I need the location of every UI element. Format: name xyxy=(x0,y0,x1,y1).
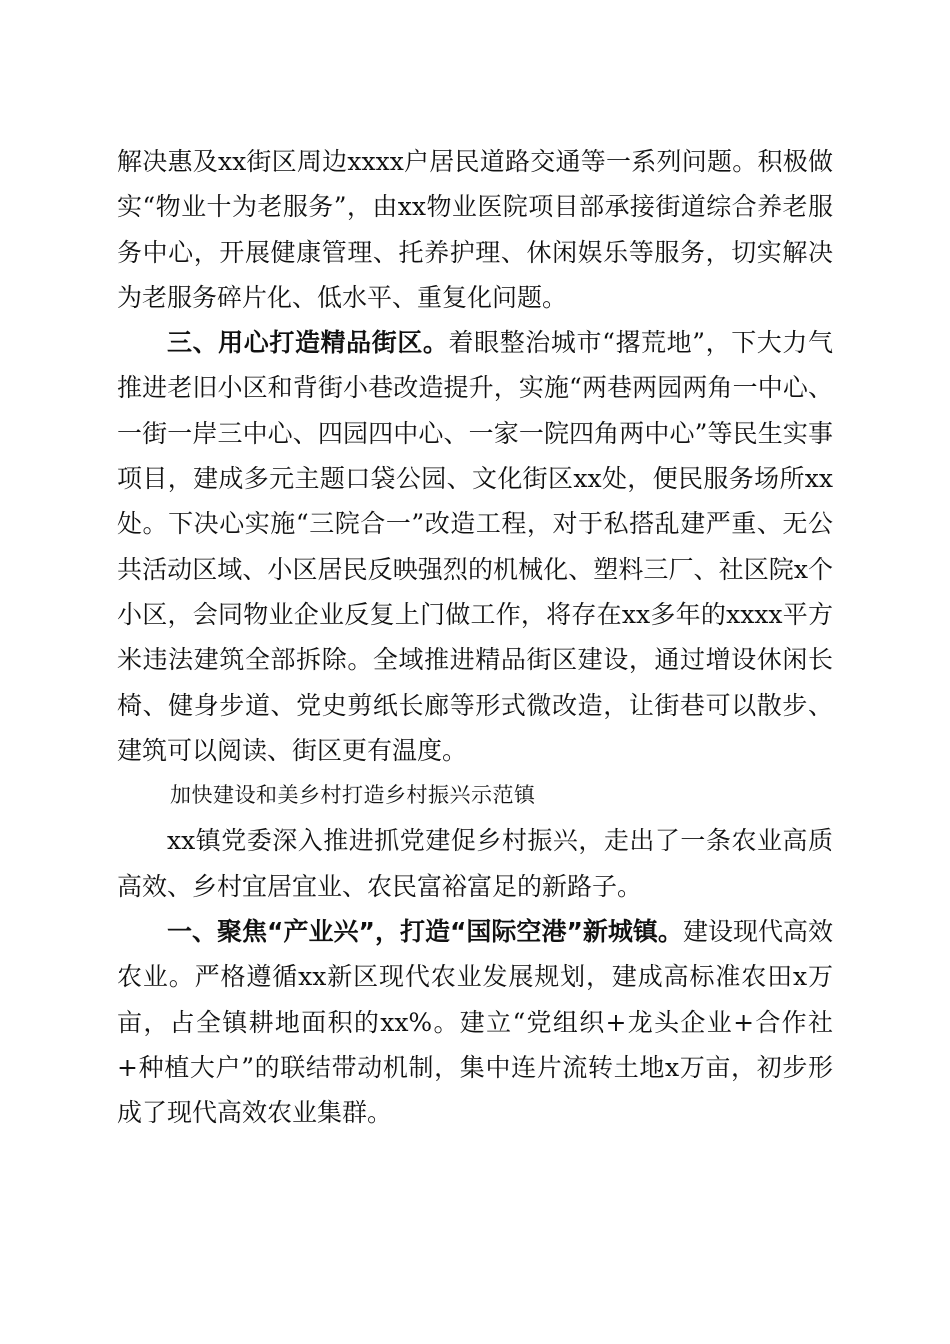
paragraph-text: 解决惠及xx街区周边xxxx户居民道路交通等一系列问题。积极做实“物业十为老服务”，由xx物业医院项目部承接街道综合养老服务中心，开展健康管理、托养护理、休闲娱乐等服务，切实解决为老服务碎片化、低水平、重复化问题。 xyxy=(117,147,833,312)
paragraph-industry xyxy=(117,909,833,1135)
paragraph-intro xyxy=(117,818,833,909)
paragraph-boutique-district xyxy=(117,320,833,773)
paragraph-text: 建设现代高效农业。严格遵循xx新区现代农业发展规划，建成高标准农田x万亩，占全镇耕地面积的xx%。建立“党组织+龙头企业+合作社+种植大户”的联结带动机制，集中连片流转土地x万亩，初步形成了现代高效农业集群。 xyxy=(117,917,833,1128)
section-lead-heading: 三、用心打造精品街区。 xyxy=(167,328,449,358)
paragraph-text: 着眼整治城市“撂荒地”，下大力气推进老旧小区和背街小巷改造提升，实施“两巷两园两角一中心、一街一岸三中心、四园四中心、一家一院四角两中心”等民生实事项目，建成多元主题口袋公园、文化街区xx处，便民服务场所xx处。下决心实施“三院合一”改造工程，对于私搭乱建严重、无公共活动区域、小区居民反映强烈的机械化、塑料三厂、社区院x个小区，会同物业企业反复上门做工作，将存在xx多年的xxxx平方米违法建筑全部拆除。全域推进精品街区建设，通过增设休闲长椅、健身步道、党史剪纸长廊等形式微改造，让街巷可以散步、建筑可以阅读、街区更有温度。 xyxy=(117,328,833,765)
section-lead-heading: 一、聚焦“产业兴”，打造“国际空港”新城镇。 xyxy=(167,917,683,947)
article-heading: 加快建设和美乡村打造乡村振兴示范镇 xyxy=(170,783,536,808)
paragraph-elderly-services xyxy=(117,139,833,320)
paragraph-text: xx镇党委深入推进抓党建促乡村振兴，走出了一条农业高质高效、乡村宜居宜业、农民富裕富足的新路子。 xyxy=(117,826,833,901)
document-body xyxy=(117,139,833,1136)
